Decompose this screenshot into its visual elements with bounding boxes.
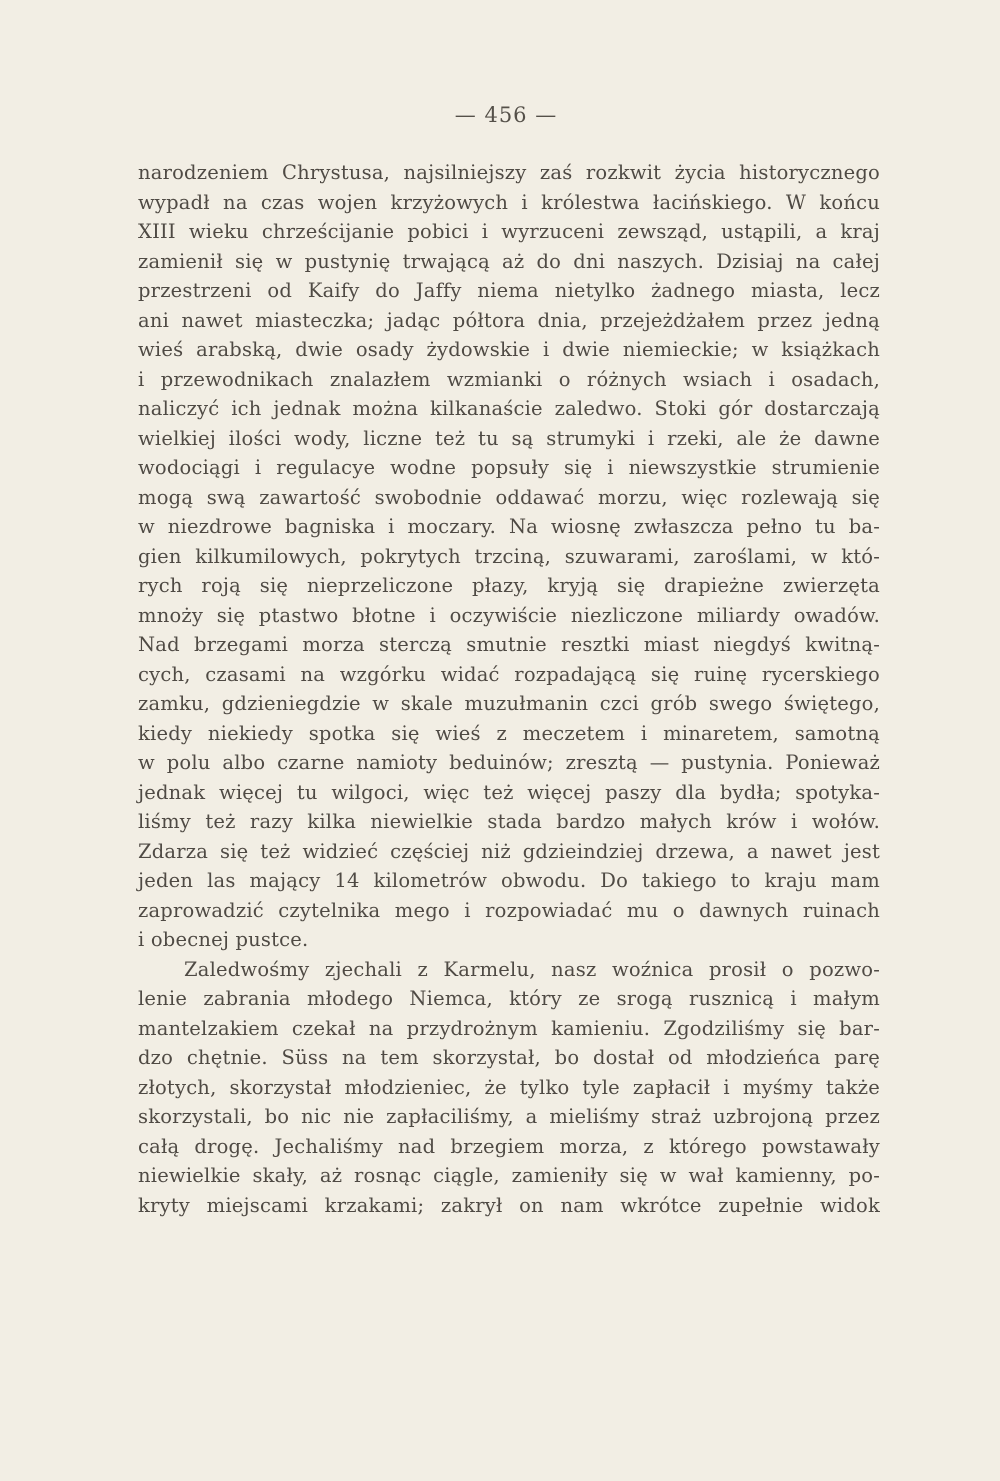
- text-line: zamienił się w pustynię trwającą aż do dni naszych. Dzisiaj na całej: [138, 249, 880, 273]
- text-line: zaprowadzić czytelnika mego i rozpowiadać mu o dawnych ruinach: [138, 898, 880, 922]
- paragraph-2: [138, 955, 880, 1221]
- text-line: ani nawet miasteczka; jadąc półtora dnia, przejeżdżałem przez jedną: [138, 308, 880, 332]
- text-line: Zdarza się też widzieć częściej niż gdzieindziej drzewa, a nawet jest: [138, 839, 880, 863]
- text-line: całą drogę. Jechaliśmy nad brzegiem morza, z którego powstawały: [138, 1134, 880, 1158]
- text-line: liśmy też razy kilka niewielkie stada bardzo małych krów i wołów.: [138, 810, 880, 833]
- text-line: mnoży się ptastwo błotne i oczywiście niezliczone miliardy owadów.: [138, 603, 880, 627]
- text-line: Nad brzegami morza sterczą smutnie resztki miast niegdyś kwitną-: [138, 633, 880, 656]
- text-line: mantelzakiem czekał na przydrożnym kamieniu. Zgodziliśmy się bar-: [138, 1016, 880, 1040]
- text-line: mogą swą zawartość swobodnie oddawać morzu, więc rozlewają się: [138, 485, 880, 509]
- text-line: kryty miejscami krzakami; zakrył on nam wkrótce zupełnie widok: [138, 1193, 880, 1217]
- text-line: dzo chętnie. Süss na tem skorzystał, bo dostał od młodzieńca parę: [138, 1046, 880, 1069]
- text-line: w polu albo czarne namioty beduinów; zresztą — pustynia. Ponieważ: [138, 751, 880, 774]
- page-number: — 456 —: [454, 103, 558, 127]
- body-text: [138, 158, 880, 1220]
- text-line: w niezdrowe bagniska i moczary. Na wiosnę zwłaszcza pełno tu ba-: [138, 515, 880, 538]
- text-line: złotych, skorzystał młodzieniec, że tylko tyle zapłacił i myśmy także: [138, 1075, 880, 1099]
- text-line: jeden las mający 14 kilometrów obwodu. Do takiego to kraju mam: [138, 869, 880, 892]
- text-line: naliczyć ich jednak można kilkanaście zaledwo. Stoki gór dostarczają: [138, 397, 880, 420]
- text-line: Zaledwośmy zjechali z Karmelu, nasz woźnica prosił o pozwo-: [184, 957, 880, 981]
- text-line: wieś arabską, dwie osady żydowskie i dwie niemieckie; w książkach: [138, 338, 880, 361]
- text-line: lenie zabrania młodego Niemca, który ze srogą rusznicą i małym: [138, 987, 880, 1010]
- paragraph-1: [138, 158, 880, 955]
- text-line: gien kilkumilowych, pokrytych trzciną, szuwarami, zaroślami, w któ-: [138, 544, 880, 568]
- text-line: wypadł na czas wojen krzyżowych i królestwa łacińskiego. W końcu: [138, 190, 880, 214]
- text-line: rych roją się nieprzeliczone płazy, kryją się drapieżne zwierzęta: [138, 574, 880, 597]
- text-line: i obecnej pustce.: [138, 928, 309, 951]
- text-line: zamku, gdzieniegdzie w skale muzułmanin czci grób swego świętego,: [138, 692, 880, 715]
- text-line: XIII wieku chrześcijanie pobici i wyrzuceni zewsząd, ustąpili, a kraj: [138, 220, 880, 243]
- text-line: skorzystali, bo nic nie zapłaciliśmy, a mieliśmy straż uzbrojoną przez: [138, 1105, 880, 1128]
- text-line: jednak więcej tu wilgoci, więc też więcej paszy dla bydła; spotyka-: [138, 780, 880, 804]
- text-line: niewielkie skały, aż rosnąc ciągle, zamieniły się w wał kamienny, po-: [138, 1164, 880, 1187]
- text-line: narodzeniem Chrystusa, najsilniejszy zaś rozkwit życia historycznego: [138, 161, 880, 184]
- text-line: przestrzeni od Kaify do Jaffy niema nietylko żadnego miasta, lecz: [138, 279, 880, 302]
- text-line: wielkiej ilości wody, liczne też tu są strumyki i rzeki, ale że dawne: [138, 426, 880, 450]
- text-line: cych, czasami na wzgórku widać rozpadającą się ruinę rycerskiego: [138, 662, 880, 686]
- text-line: wodociągi i regulacye wodne popsuły się i niewszystkie strumienie: [138, 456, 880, 479]
- text-line: kiedy niekiedy spotka się wieś z meczetem i minaretem, samotną: [138, 721, 880, 745]
- text-line: i przewodnikach znalazłem wzmianki o różnych wsiach i osadach,: [138, 367, 880, 391]
